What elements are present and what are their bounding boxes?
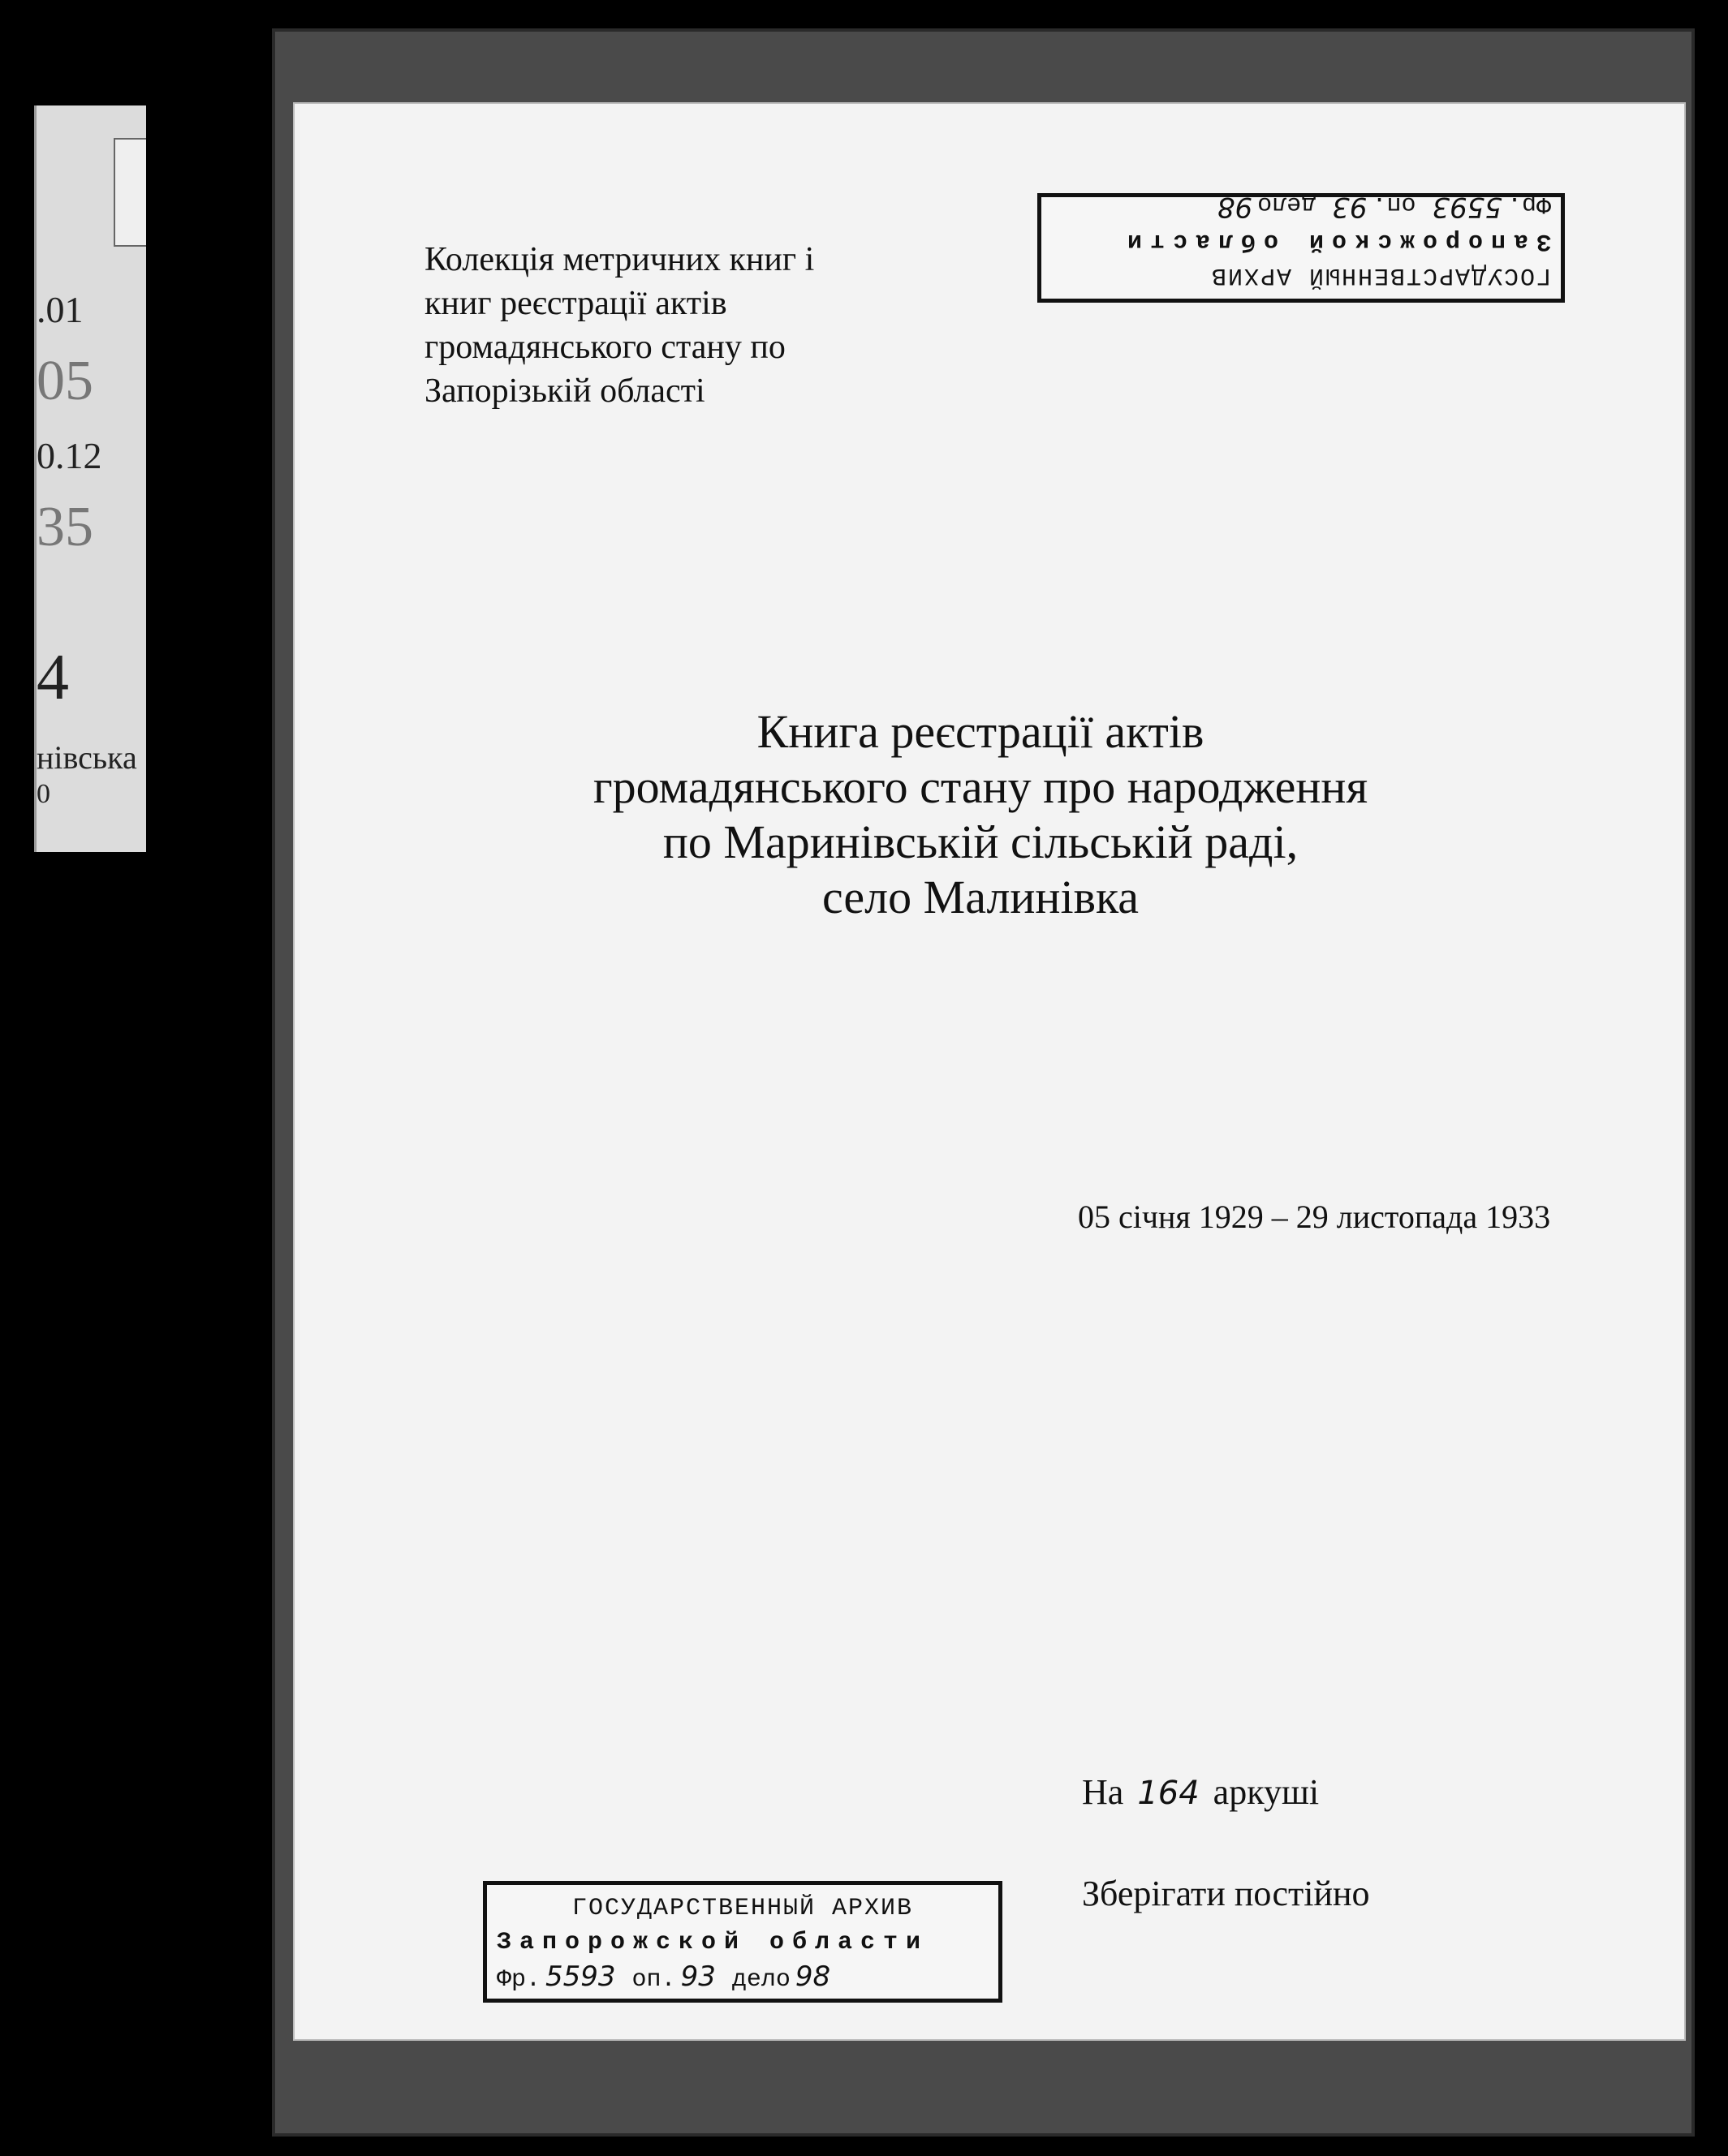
stamp-archive-name: ГОСУДАРСТВЕННЫЙ АРХИВ <box>1209 261 1551 289</box>
folder-spine <box>34 105 146 852</box>
spine-label: 35 <box>37 496 93 558</box>
stamp-delo: дело98 <box>1217 190 1316 223</box>
spine-label: 4 <box>37 642 69 713</box>
spine-label: нівська <box>37 739 137 776</box>
date-range: 05 січня 1929 – 29 листопада 1933 <box>1078 1198 1551 1235</box>
collection-header <box>424 238 814 413</box>
spine-label: 0 <box>37 779 50 809</box>
spine-label: .01 <box>37 289 84 330</box>
stamp-fond: Фр.5593 <box>1432 190 1551 223</box>
collection-line: книг реєстрації актів <box>424 285 727 322</box>
archive-stamp-bottom <box>483 1881 1002 2003</box>
stamp-fond: Фр. 5593 <box>497 1960 616 1994</box>
retention-note: Зберігати постійно <box>1082 1874 1370 1913</box>
sheet-suffix: аркуші <box>1213 1772 1320 1812</box>
stamp-archive-name: ГОСУДАРСТВЕННЫЙ АРХИВ <box>571 1895 914 1922</box>
title-page <box>295 104 1684 2039</box>
stamp-fields <box>1051 187 1551 224</box>
collection-line: Запорізькій області <box>424 372 705 410</box>
spine-label: 05 <box>37 350 93 412</box>
stamp-delo: дело 98 <box>731 1960 831 1994</box>
stamp-opis: оп.93 <box>1332 190 1416 223</box>
title-line: по Маринівській сільській раді, <box>662 815 1299 868</box>
archive-stamp-top <box>1037 190 1565 303</box>
document-title <box>295 704 1666 925</box>
spine-tab <box>114 138 146 247</box>
collection-line: громадянського стану по <box>424 329 786 366</box>
title-line: громадянського стану про народження <box>593 760 1368 813</box>
sheet-count <box>1082 1771 1319 1813</box>
sheet-number: 164 <box>1137 1775 1200 1812</box>
stamp-opis: оп. 93 <box>631 1960 716 1994</box>
stamp-region: Запорожской области <box>497 1929 929 1956</box>
title-line: Книга реєстрації актів <box>756 705 1204 758</box>
stamp-fields <box>497 1960 989 1997</box>
sheet-prefix: На <box>1082 1772 1124 1812</box>
title-line: село Малинівка <box>821 871 1140 923</box>
collection-line: Колекція метричних книг і <box>424 241 815 278</box>
stamp-region: Запорожской области <box>1118 227 1551 255</box>
spine-label: 0.12 <box>37 435 102 476</box>
